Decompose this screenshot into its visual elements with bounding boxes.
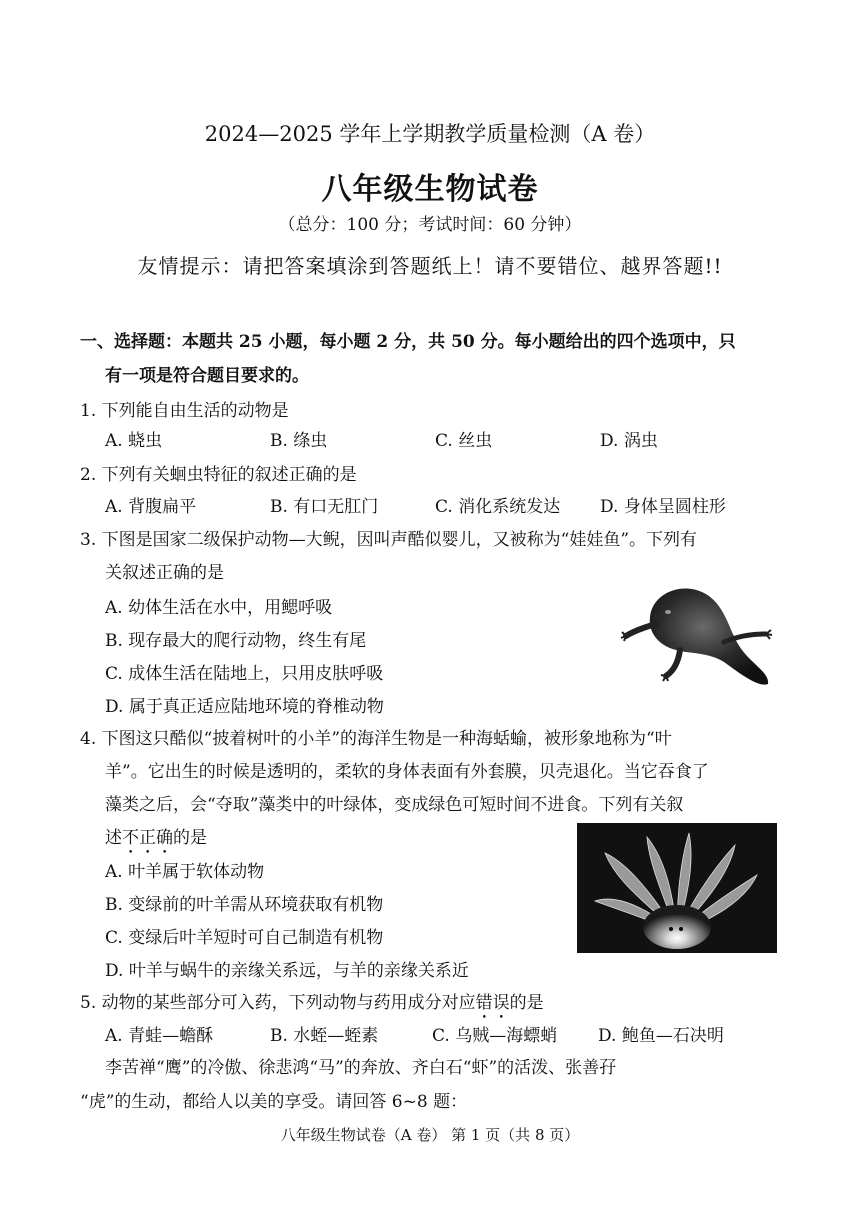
question-1-stem: 1. 下列能自由生活的动物是 — [80, 401, 289, 421]
question-1-option-d: D. 涡虫 — [600, 431, 658, 451]
question-5-option-a: A. 青蛙—蟾酥 — [105, 1026, 214, 1046]
passage-line2: “虎”的生动，都给人以美的享受。请回答 6~8 题： — [80, 1092, 468, 1112]
section-heading-line2: 有一项是符合题目要求的。 — [105, 366, 309, 386]
question-4-option-d: D. 叶羊与蜗牛的亲缘关系远，与羊的亲缘关系近 — [105, 961, 469, 981]
question-4-stem-line1: 4. 下图这只酷似“披着树叶的小羊”的海洋生物是一种海蛞蝓，被形象地称为“叶 — [80, 729, 672, 749]
exam-subtitle: （总分：100 分；考试时间：60 分钟） — [278, 215, 582, 235]
question-2-stem: 2. 下列有关蛔虫特征的叙述正确的是 — [80, 465, 357, 485]
question-3-stem-line2: 关叙述正确的是 — [105, 563, 224, 583]
question-2-option-a: A. 背腹扁平 — [105, 497, 197, 517]
question-5-emphasis: 错误 — [475, 993, 510, 1013]
question-3-option-c: C. 成体生活在陆地上，只用皮肤呼吸 — [105, 664, 384, 684]
exam-notice: 友情提示：请把答案填涂到答题纸上！请不要错位、越界答题!! — [137, 254, 723, 278]
leaf-sheep-photo — [577, 823, 777, 953]
question-4-stem-line4 — [105, 823, 207, 858]
question-2-option-b: B. 有口无肛门 — [270, 497, 379, 517]
question-1-option-a: A. 蛲虫 — [105, 431, 163, 451]
exam-title: 八年级生物试卷 — [321, 172, 539, 207]
exam-title-line1: 2024—2025 学年上学期教学质量检测（A 卷） — [204, 122, 656, 146]
section-heading-line1: 一、选择题：本题共 25 小题，每小题 2 分，共 50 分。每小题给出的四个选项中，只 — [80, 332, 736, 352]
question-5-stem — [80, 988, 544, 1023]
question-3-stem-line1: 3. 下图是国家二级保护动物—大鲵，因叫声酷似婴儿，又被称为“娃娃鱼”。下列有 — [80, 530, 698, 550]
question-5-stem-pre: 5. 动物的某些部分可入药，下列动物与药用成分对应 — [80, 993, 476, 1013]
question-3-option-b: B. 现存最大的爬行动物，终生有尾 — [105, 631, 367, 651]
question-1-option-c: C. 丝虫 — [435, 431, 493, 451]
question-1-option-b: B. 绦虫 — [270, 431, 328, 451]
question-4-emphasis: 不正确 — [122, 828, 173, 848]
question-4-stem-pre: 述 — [105, 828, 122, 848]
question-2-option-c: C. 消化系统发达 — [435, 497, 561, 517]
question-5-option-b: B. 水蛭—蛭素 — [270, 1026, 379, 1046]
question-5-option-d: D. 鲍鱼—石决明 — [598, 1026, 724, 1046]
question-4-option-c: C. 变绿后叶羊短时可自己制造有机物 — [105, 928, 384, 948]
question-5-stem-post: 的是 — [509, 993, 544, 1013]
page-footer: 八年级生物试卷（A 卷） 第 1 页（共 8 页） — [280, 1126, 580, 1144]
passage-line1: 李苦禅“鹰”的冷傲、徐悲鸿“马”的奔放、齐白石“虾”的活泼、张善孖 — [105, 1058, 617, 1078]
question-4-stem-line3: 藻类之后，会“夺取”藻类中的叶绿体，变成绿色可短时间不进食。下列有关叙 — [105, 795, 684, 815]
question-5-option-c: C. 乌贼—海螵蛸 — [432, 1026, 558, 1046]
question-4-stem-line2: 羊”。它出生的时候是透明的，柔软的身体表面有外套膜，贝壳退化。当它吞食了 — [105, 762, 709, 782]
question-4-stem-post: 的是 — [173, 828, 207, 848]
giant-salamander-image — [620, 572, 780, 692]
question-2-option-d: D. 身体呈圆柱形 — [600, 497, 726, 517]
question-4-option-a: A. 叶羊属于软体动物 — [105, 862, 265, 882]
question-3-option-a: A. 幼体生活在水中，用鳃呼吸 — [105, 598, 333, 618]
question-3-option-d: D. 属于真正适应陆地环境的脊椎动物 — [105, 697, 384, 717]
question-4-option-b: B. 变绿前的叶羊需从环境获取有机物 — [105, 895, 384, 915]
